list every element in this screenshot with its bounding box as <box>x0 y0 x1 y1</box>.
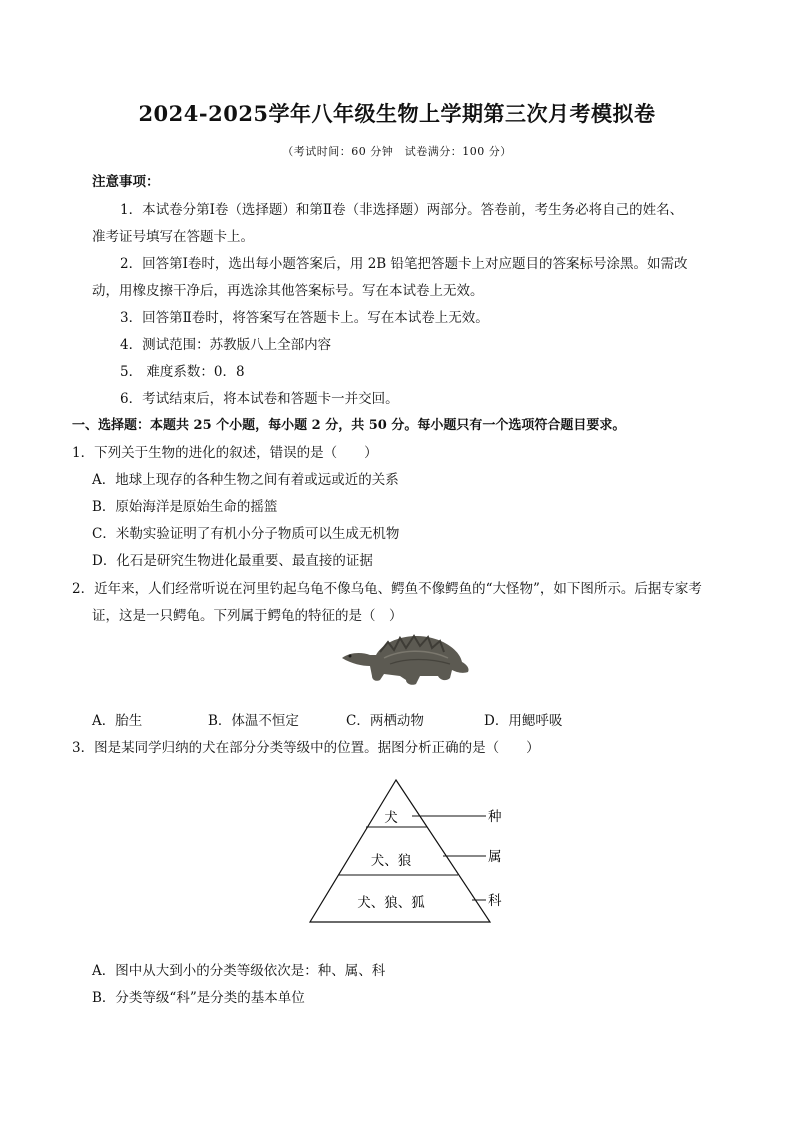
notice-line: 动，用橡皮擦干净后，再选涂其他答案标号。写在本试卷上无效。 <box>92 283 484 299</box>
snapping-turtle-image <box>340 628 472 690</box>
pyramid-level-family: 犬、狼、狐 <box>357 895 425 911</box>
option-c: C．米勒实验证明了有机小分子物质可以生成无机物 <box>92 526 400 542</box>
rank-species-label: 种 <box>488 809 502 825</box>
option-b: B．原始海洋是原始生命的摇篮 <box>92 499 278 515</box>
notice-line: 2．回答第Ⅰ卷时，选出每小题答案后，用 2B 铅笔把答题卡上对应题目的答案标号涂黑。如需改 <box>120 256 688 272</box>
notice-line: 5． 难度系数：0．8 <box>120 364 245 380</box>
page-title: 2024-2025学年八年级生物上学期第三次月考模拟卷 <box>138 101 656 126</box>
classification-pyramid <box>300 772 520 928</box>
question-stem: 1．下列关于生物的进化的叙述，错误的是（ ） <box>72 445 378 461</box>
option-a: A．图中从大到小的分类等级依次是：种、属、科 <box>92 963 386 979</box>
rank-genus-label: 属 <box>488 849 502 865</box>
question-stem-cont: 证，这是一只鳄龟。下列属于鳄龟的特征的是（ ） <box>92 608 403 624</box>
option-b: B．体温不恒定 <box>208 713 299 729</box>
exam-info: （考试时间：60 分钟 试卷满分：100 分） <box>282 145 512 158</box>
notice-line: 6．考试结束后，将本试卷和答题卡一并交回。 <box>120 391 399 407</box>
notice-line: 4．测试范围：苏教版八上全部内容 <box>120 337 332 353</box>
rank-family-label: 科 <box>488 893 502 909</box>
option-d: D．化石是研究生物进化最重要、最直接的证据 <box>92 553 373 569</box>
notice-line: 3．回答第Ⅱ卷时，将答案写在答题卡上。写在本试卷上无效。 <box>120 310 489 326</box>
option-a: A．胎生 <box>92 713 143 729</box>
pyramid-level-species: 犬 <box>384 810 398 826</box>
question-stem: 3．图是某同学归纳的犬在部分分类等级中的位置。据图分析正确的是（ ） <box>72 740 540 756</box>
pyramid-level-genus: 犬、狼 <box>370 853 412 869</box>
option-d: D．用鳃呼吸 <box>484 713 563 729</box>
question-stem: 2．近年来，人们经常听说在河里钓起乌龟不像乌龟、鳄鱼不像鳄鱼的“大怪物”，如下图所示。后据专家考 <box>72 581 702 597</box>
option-c: C．两栖动物 <box>346 713 424 729</box>
notice-heading: 注意事项： <box>92 174 160 190</box>
notice-line: 准考证号填写在答题卡上。 <box>92 229 254 245</box>
option-b: B．分类等级“科”是分类的基本单位 <box>92 990 305 1006</box>
section-heading: 一、选择题：本题共 25 个小题，每小题 2 分，共 50 分。每小题只有一个选项符合题目要求。 <box>72 418 626 433</box>
notice-line: 1．本试卷分第Ⅰ卷（选择题）和第Ⅱ卷（非选择题）两部分。答卷前，考生务必将自己的姓名、 <box>120 202 684 218</box>
option-a: A．地球上现存的各种生物之间有着或远或近的关系 <box>92 472 399 488</box>
